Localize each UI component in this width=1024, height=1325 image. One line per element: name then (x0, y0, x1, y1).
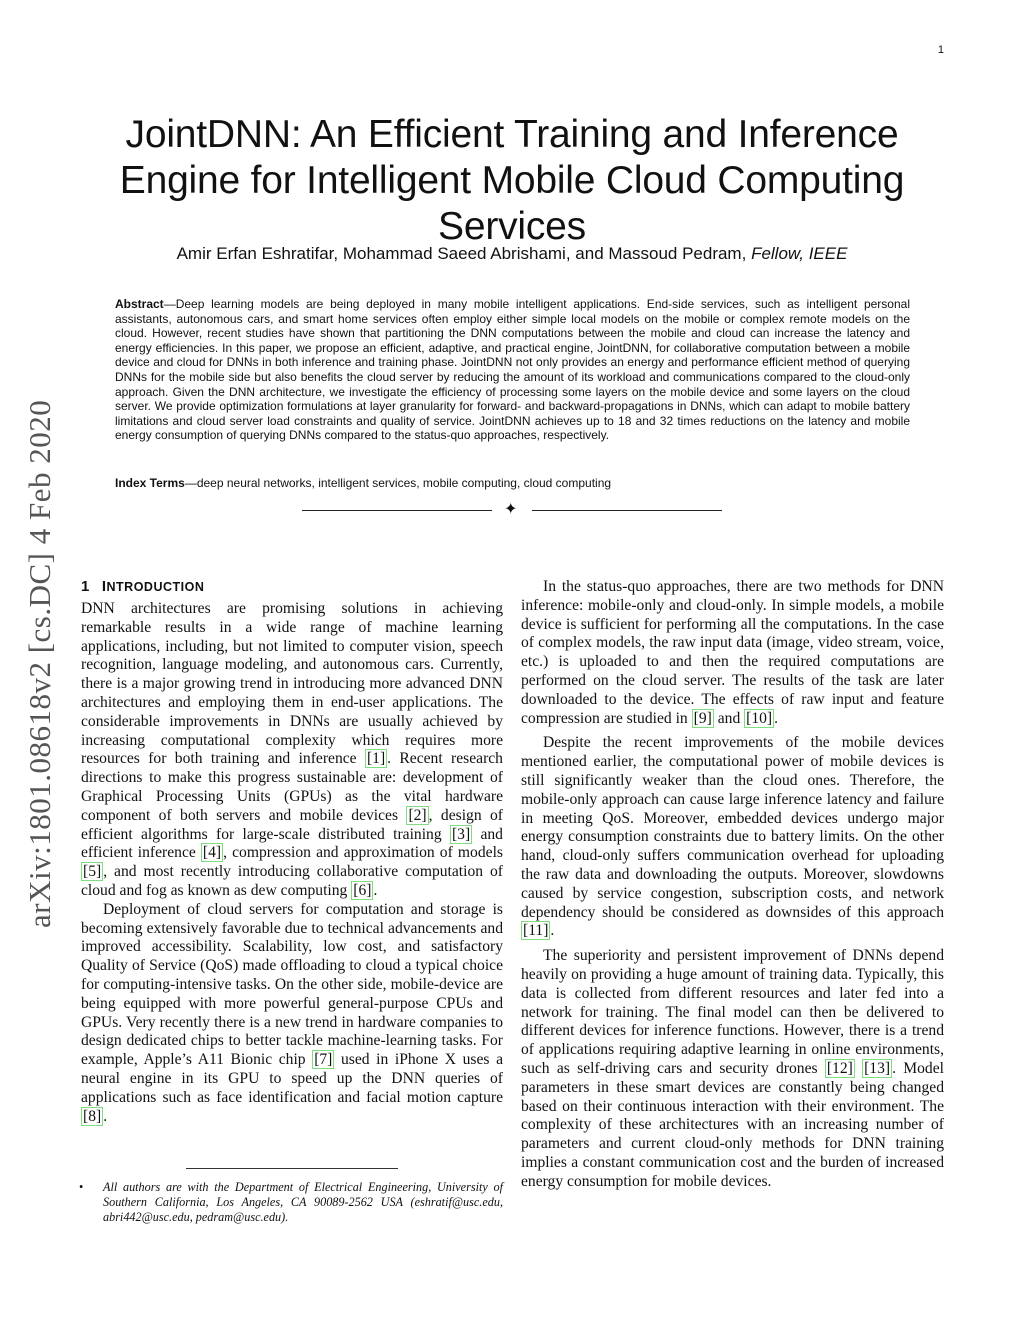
index-terms-text: —deep neural networks, intelligent services, mobile computing, cloud computing (184, 476, 612, 490)
citation-link[interactable]: [2] (408, 806, 427, 824)
section-heading (81, 578, 204, 595)
left-column (81, 600, 503, 1126)
citation-link[interactable]: [7] (314, 1051, 333, 1069)
paragraph (521, 578, 944, 728)
citation-link[interactable]: [11] (523, 922, 549, 940)
paragraph (521, 734, 944, 941)
paragraph (521, 947, 944, 1191)
paragraph-text: , compression and approximation of models (223, 844, 503, 862)
index-terms-label: Index Terms (115, 476, 185, 490)
arxiv-identifier[interactable]: arXiv:1801.08618v2 [cs.DC] 4 Feb 2020 (22, 399, 57, 928)
paragraph-text: , design of efficient algorithms for large-scale distributed training (81, 806, 503, 843)
divider-line-left (302, 510, 492, 511)
section-number: 1 (81, 578, 90, 595)
citation-link[interactable]: [10] (746, 709, 773, 727)
footnote-text: All authors are with the Department of Electrical Engineering, University of Southern California, Los Angeles, CA 90089-2562 USA (eshratif@usc.edu, abri442@usc.edu, pedram@usc.edu). (103, 1180, 503, 1224)
citation-link[interactable]: [12] (826, 1059, 853, 1077)
index-terms (115, 476, 910, 490)
paragraph (81, 901, 503, 1127)
page-number: 1 (937, 44, 944, 56)
section-title-initial: I (101, 578, 107, 595)
paragraph-text: . (774, 709, 779, 727)
citation-link[interactable]: [5] (83, 863, 102, 881)
citation-link[interactable]: [1] (366, 750, 386, 768)
paragraph-text: Despite the recent improvements of the mobile devices mentioned earlier, the computational power of mobile devices is still significantly weaker than the cloud ones. Therefore, the mobile-only approach can cause large inference latency and failure in meeting QoS. Moreover, embedded devices undergo major energy consumption constraints due to battery limits. On the other hand, cloud-only suffers communication overhead for uploading the raw data and downloading the outputs. Moreover, slowdowns caused by service congestion, subscription costs, and network dependency should be considered as downsides of this approach (521, 734, 944, 921)
paragraph-text: , and most recently introducing collaborative computation of cloud and fog as known as dew computing (81, 863, 503, 899)
paragraph-text: . (373, 881, 378, 899)
paragraph-text: . (103, 1107, 108, 1125)
citation-link[interactable]: [4] (202, 844, 222, 862)
citation-link[interactable]: [6] (353, 881, 372, 899)
paragraph-text: Deployment of cloud servers for computation and storage is becoming extensively favorable due to technical advancements and improved accessibility. Scalability, low cost, and satisfactory Quality of Service (QoS) made offloading to cloud a typical choice for computing-intensive tasks. On the other side, mobile-device are being equipped with more powerful general-purpose CPUs and GPUs. Very recently there is a new trend in hardware companies to design dedicated chips to better tackle machine-learning tasks. For example, Apple’s A11 Bionic chip (81, 900, 503, 1069)
paragraph-text: used in iPhone X uses a neural engine in its GPU to speed up the DNN queries of applications such as face identification and facial motion capture (81, 1051, 504, 1106)
paragraph-text: . Recent research directions to make this progress sustainable are: development of Graphical Processing Units (GPUs) as the vital hardware component of both servers and mobile devices (81, 750, 503, 824)
footnote-rule (186, 1168, 398, 1169)
right-column (521, 578, 944, 1192)
section-divider (302, 501, 722, 521)
paragraph-text: DNN architectures are promising solutions in achieving remarkable results in a wide range of machine learning applications, including, but not limited to computer vision, speech recognition, language modeling, and autonomous cars. Currently, there is a major growing trend in introducing more advanced DNN architectures and employing them in end-user applications. The considerable improvements in DNNs are usually achieved by increasing computational complexity which requires more resources for both training and inference (81, 600, 503, 768)
abstract-text: —Deep learning models are being deployed in many mobile intelligent applications. End-side services, such as intelligent personal assistants, autonomous cars, and smart home services often employ either simple local models on the mobile or complex remote models on the cloud. However, recent studies have shown that partitioning the DNN computations between the mobile and cloud can increase the latency and energy efficiencies. In this paper, we propose an efficient, adaptive, and practical engine, JointDNN, for collaborative computation between a mobile device and cloud for DNNs in both inference and training phase. JointDNN not only provides an energy and performance efficient method of querying DNNs for the mobile side but also benefits the cloud server by reducing the amount of its workload and communications compared to the cloud-only approach. Given the DNN architecture, we investigate the efficiency of processing some layers on the mobile device and some layers on the cloud server. We provide optimization formulations at layer granularity for forward- and backward-propagations in DNNs, which can adapt to mobile battery limitations and cloud server load constraints and quality of service. JointDNN achieves up to 18 and 32 times reductions on the latency and mobile energy consumption of querying DNNs compared to the status-quo approaches, respectively. (115, 297, 910, 443)
paragraph-text: In the status-quo approaches, there are two methods for DNN inference: mobile-only and cloud-only. In simple models, a mobile device is sufficient for performing all the computations. In the case of complex models, the raw input data (image, video stream, voice, etc.) is uploaded to and then the required computations are performed on the cloud server. The results of the task are later downloaded to the device. The effects of raw input and feature compression are studied in (521, 578, 944, 727)
citation-link[interactable]: [8] (83, 1107, 102, 1125)
paragraph-text: The superiority and persistent improvement of DNNs depend heavily on providing a huge amount of training data. Typically, this data is collected from different resources and later fed into a network for training. The final model can then be delivered to different devices for inference functions. However, there is a trend of applications requiring adaptive learning in online environments, such as self-driving cars and security drones (521, 947, 944, 1077)
citation-link[interactable]: [13] (864, 1059, 891, 1077)
divider-line-right (532, 510, 722, 511)
citation-link[interactable]: [9] (693, 709, 712, 727)
abstract-label: Abstract (115, 297, 164, 311)
paper-title: JointDNN: An Efficient Training and Inference Engine for Intelligent Mobile Cloud Computing Services (119, 113, 905, 249)
author-list (80, 244, 944, 264)
paragraph-text: . Model parameters in these smart devices are constantly being changed based on their continuous interaction with their environment. The complexity of these architectures with an increasing number of parameters and current cloud-only methods for DNN training implies a constant communication cost and the burden of increased energy consumption for mobile devices. (521, 1059, 944, 1190)
abstract (115, 297, 910, 443)
section-title-rest: NTRODUCTION (106, 580, 205, 594)
citation-link[interactable]: [3] (451, 825, 471, 843)
paragraph (81, 600, 503, 901)
divider-diamond-icon: ✦ (504, 501, 518, 518)
author-names: Amir Erfan Eshratifar, Mohammad Saeed Abrishami, and Massoud Pedram, (176, 244, 747, 263)
paragraph-text: . (550, 922, 555, 940)
footnote (81, 1180, 503, 1225)
paragraph-text: and efficient inference (81, 825, 503, 862)
footnote-bullet-icon: • (79, 1180, 84, 1194)
author-designation: Fellow, IEEE (751, 244, 848, 263)
paragraph-text: and (713, 709, 745, 727)
